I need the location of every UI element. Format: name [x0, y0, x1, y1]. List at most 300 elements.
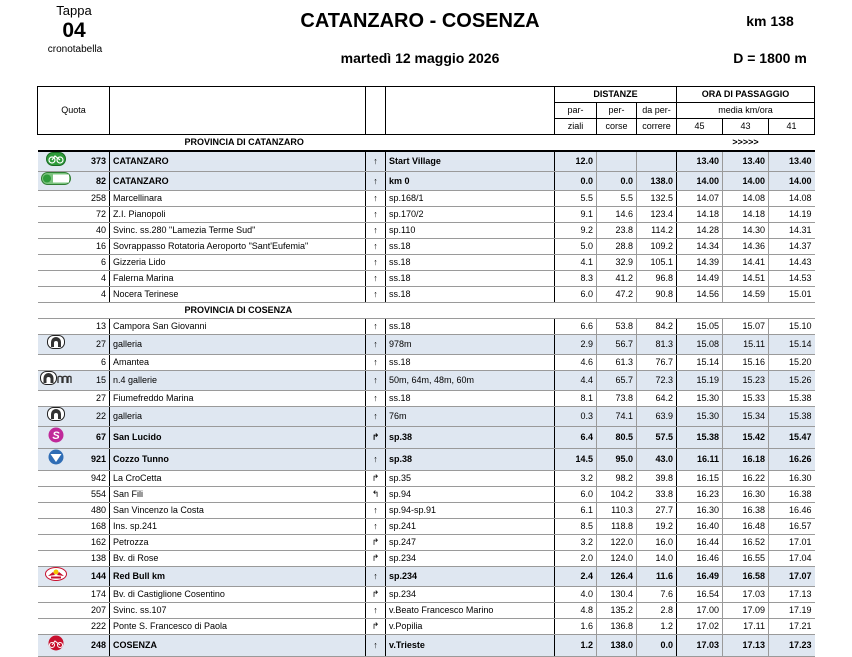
- covered-distance-cell: 61.3: [597, 355, 637, 371]
- table-row: [38, 619, 815, 635]
- partial-distance-cell: 6.4: [555, 427, 597, 449]
- col-ora: ORA DI PASSAGGIO: [677, 87, 815, 103]
- remaining-distance-cell: 90.8: [637, 287, 677, 303]
- location-cell: Falerna Marina: [110, 271, 366, 287]
- quota-cell: 258: [74, 191, 110, 207]
- partial-distance-cell: 2.9: [555, 335, 597, 355]
- quota-cell: 138: [74, 551, 110, 567]
- sprint-icon: [47, 427, 65, 448]
- col-parziali-2: ziali: [555, 119, 597, 135]
- covered-distance-cell: 28.8: [597, 239, 637, 255]
- road-cell: 50m, 64m, 48m, 60m: [386, 371, 555, 391]
- time-43-cell: 17.09: [723, 603, 769, 619]
- remaining-distance-cell: 63.9: [637, 407, 677, 427]
- road-cell: 76m: [386, 407, 555, 427]
- col-speed-43: 43: [723, 119, 769, 135]
- time-41-cell: 13.40: [769, 151, 815, 172]
- time-43-cell: 15.33: [723, 391, 769, 407]
- location-cell: Sovrappasso Rotatoria Aeroporto "Sant'Eufemia": [110, 239, 366, 255]
- direction-cell: ↑: [366, 319, 386, 335]
- location-cell: San Fili: [110, 487, 366, 503]
- table-row: [38, 487, 815, 503]
- remaining-distance-cell: 0.0: [637, 635, 677, 657]
- direction-arrows: >>>>>: [677, 135, 815, 152]
- remaining-distance-cell: 1.2: [637, 619, 677, 635]
- document-subtitle: cronotabella: [47, 44, 103, 55]
- partial-distance-cell: 6.0: [555, 287, 597, 303]
- road-cell: sp.94: [386, 487, 555, 503]
- partial-distance-cell: 8.3: [555, 271, 597, 287]
- time-45-cell: 16.11: [677, 449, 723, 471]
- location-cell: Gizzeria Lido: [110, 255, 366, 271]
- partial-distance-cell: 1.6: [555, 619, 597, 635]
- table-row: [38, 207, 815, 223]
- road-cell: v.Popilia: [386, 619, 555, 635]
- direction-cell: ↑: [366, 172, 386, 191]
- covered-distance-cell: 0.0: [597, 172, 637, 191]
- location-cell: Svinc. ss.107: [110, 603, 366, 619]
- covered-distance-cell: 135.2: [597, 603, 637, 619]
- location-cell: Bv. di Castiglione Cosentino: [110, 587, 366, 603]
- covered-distance-cell: 41.2: [597, 271, 637, 287]
- table-row: [38, 355, 815, 371]
- time-41-cell: 15.20: [769, 355, 815, 371]
- remaining-distance-cell: 2.8: [637, 603, 677, 619]
- partial-distance-cell: 6.6: [555, 319, 597, 335]
- province-label: PROVINCIA DI CATANZARO: [110, 135, 555, 152]
- icon-cell: [38, 355, 74, 371]
- time-45-cell: 17.03: [677, 635, 723, 657]
- tunnel-icon: [47, 335, 65, 354]
- road-cell: sp.38: [386, 449, 555, 471]
- location-cell: Marcellinara: [110, 191, 366, 207]
- covered-distance-cell: 126.4: [597, 567, 637, 587]
- icon-cell: [38, 191, 74, 207]
- road-cell: ss.18: [386, 355, 555, 371]
- time-43-cell: 14.41: [723, 255, 769, 271]
- road-cell: 978m: [386, 335, 555, 355]
- time-43-cell: 16.52: [723, 535, 769, 551]
- table-row: [38, 567, 815, 587]
- province-label: PROVINCIA DI COSENZA: [110, 303, 555, 319]
- location-cell: n.4 gallerie: [110, 371, 366, 391]
- table-row: [38, 587, 815, 603]
- svg-text:S: S: [51, 430, 60, 442]
- quota-cell: 4: [74, 271, 110, 287]
- time-43-cell: 17.03: [723, 587, 769, 603]
- road-cell: ss.18: [386, 287, 555, 303]
- time-43-cell: 17.11: [723, 619, 769, 635]
- icon-cell: [38, 255, 74, 271]
- icon-cell: [38, 391, 74, 407]
- time-45-cell: 15.30: [677, 391, 723, 407]
- col-percorse-1: per-: [597, 103, 637, 119]
- location-cell: Nocera Terinese: [110, 287, 366, 303]
- covered-distance-cell: 104.2: [597, 487, 637, 503]
- partial-distance-cell: 6.1: [555, 503, 597, 519]
- table-row: [38, 535, 815, 551]
- road-cell: Start Village: [386, 151, 555, 172]
- road-cell: ss.18: [386, 239, 555, 255]
- direction-cell: ↑: [366, 603, 386, 619]
- icon-cell: [38, 371, 74, 391]
- icon-cell: [38, 449, 74, 471]
- route-title: CATANZARO - COSENZA: [300, 10, 540, 32]
- covered-distance-cell: 47.2: [597, 287, 637, 303]
- time-41-cell: 17.07: [769, 567, 815, 587]
- covered-distance-cell: 136.8: [597, 619, 637, 635]
- direction-cell: ↱: [366, 471, 386, 487]
- col-dapercorrere-1: da per-: [637, 103, 677, 119]
- direction-cell: ↑: [366, 391, 386, 407]
- table-row: [38, 519, 815, 535]
- road-cell: sp.247: [386, 535, 555, 551]
- time-43-cell: 14.51: [723, 271, 769, 287]
- icon-cell: [38, 271, 74, 287]
- time-45-cell: 14.34: [677, 239, 723, 255]
- direction-cell: ↑: [366, 151, 386, 172]
- tunnels-icon: [40, 371, 72, 390]
- time-45-cell: 16.44: [677, 535, 723, 551]
- quota-cell: 40: [74, 223, 110, 239]
- table-row: [38, 335, 815, 355]
- direction-cell: ↑: [366, 287, 386, 303]
- road-cell: sp.234: [386, 587, 555, 603]
- time-43-cell: 13.40: [723, 151, 769, 172]
- remaining-distance-cell: 14.0: [637, 551, 677, 567]
- time-45-cell: 14.28: [677, 223, 723, 239]
- time-43-cell: 16.58: [723, 567, 769, 587]
- covered-distance-cell: 110.3: [597, 503, 637, 519]
- icon-cell: [38, 151, 74, 172]
- direction-cell: ↑: [366, 449, 386, 471]
- time-41-cell: 14.08: [769, 191, 815, 207]
- covered-distance-cell: 14.6: [597, 207, 637, 223]
- stage-elevation-gain: D = 1800 m: [733, 50, 807, 66]
- time-43-cell: 15.34: [723, 407, 769, 427]
- icon-cell: [38, 603, 74, 619]
- quota-cell: 174: [74, 587, 110, 603]
- partial-distance-cell: 2.0: [555, 551, 597, 567]
- quota-cell: 6: [74, 355, 110, 371]
- covered-distance-cell: 130.4: [597, 587, 637, 603]
- road-cell: km 0: [386, 172, 555, 191]
- time-41-cell: 14.31: [769, 223, 815, 239]
- partial-distance-cell: 1.2: [555, 635, 597, 657]
- time-41-cell: 15.01: [769, 287, 815, 303]
- time-41-cell: 17.13: [769, 587, 815, 603]
- direction-cell: ↑: [366, 355, 386, 371]
- time-43-cell: 14.30: [723, 223, 769, 239]
- icon-cell: [38, 551, 74, 567]
- remaining-distance-cell: 109.2: [637, 239, 677, 255]
- location-cell: La CroCetta: [110, 471, 366, 487]
- partial-distance-cell: 3.2: [555, 535, 597, 551]
- partial-distance-cell: 4.1: [555, 255, 597, 271]
- table-row: [38, 255, 815, 271]
- partial-distance-cell: 9.1: [555, 207, 597, 223]
- table-row: [38, 471, 815, 487]
- road-cell: sp.170/2: [386, 207, 555, 223]
- direction-cell: ↱: [366, 587, 386, 603]
- time-43-cell: 16.30: [723, 487, 769, 503]
- time-41-cell: 16.38: [769, 487, 815, 503]
- quota-cell: 921: [74, 449, 110, 471]
- quota-cell: 162: [74, 535, 110, 551]
- table-row: [38, 503, 815, 519]
- table-row: [38, 427, 815, 449]
- time-43-cell: 15.16: [723, 355, 769, 371]
- icon-cell: [38, 319, 74, 335]
- icon-cell: [38, 635, 74, 657]
- quota-cell: 27: [74, 335, 110, 355]
- table-row: [38, 271, 815, 287]
- time-45-cell: 14.49: [677, 271, 723, 287]
- covered-distance-cell: 74.1: [597, 407, 637, 427]
- direction-cell: ↑: [366, 519, 386, 535]
- remaining-distance-cell: 84.2: [637, 319, 677, 335]
- road-cell: sp.38: [386, 427, 555, 449]
- quota-cell: 67: [74, 427, 110, 449]
- icon-cell: [38, 223, 74, 239]
- covered-distance-cell: [597, 151, 637, 172]
- icon-cell: [38, 567, 74, 587]
- partial-distance-cell: 6.0: [555, 487, 597, 503]
- time-45-cell: 16.15: [677, 471, 723, 487]
- finish-icon: [46, 635, 66, 656]
- time-43-cell: 16.22: [723, 471, 769, 487]
- remaining-distance-cell: 57.5: [637, 427, 677, 449]
- quota-cell: 207: [74, 603, 110, 619]
- location-cell: Bv. di Rose: [110, 551, 366, 567]
- quota-cell: 4: [74, 287, 110, 303]
- time-41-cell: 16.57: [769, 519, 815, 535]
- location-cell: Ins. sp.241: [110, 519, 366, 535]
- partial-distance-cell: 0.3: [555, 407, 597, 427]
- time-41-cell: 14.53: [769, 271, 815, 287]
- road-cell: ss.18: [386, 319, 555, 335]
- covered-distance-cell: 53.8: [597, 319, 637, 335]
- direction-cell: ↑: [366, 255, 386, 271]
- icon-cell: [38, 487, 74, 503]
- partial-distance-cell: 4.8: [555, 603, 597, 619]
- location-cell: CATANZARO: [110, 172, 366, 191]
- col-parziali-1: par-: [555, 103, 597, 119]
- location-cell: Svinc. ss.280 "Lamezia Terme Sud": [110, 223, 366, 239]
- partial-distance-cell: 5.0: [555, 239, 597, 255]
- col-road: [386, 87, 555, 135]
- time-41-cell: 14.37: [769, 239, 815, 255]
- road-cell: sp.94-sp.91: [386, 503, 555, 519]
- time-43-cell: 17.13: [723, 635, 769, 657]
- covered-distance-cell: 118.8: [597, 519, 637, 535]
- quota-cell: 168: [74, 519, 110, 535]
- col-location: [110, 87, 366, 135]
- time-41-cell: 15.26: [769, 371, 815, 391]
- quota-cell: 16: [74, 239, 110, 255]
- partial-distance-cell: 14.5: [555, 449, 597, 471]
- time-45-cell: 17.02: [677, 619, 723, 635]
- location-cell: Red Bull km: [110, 567, 366, 587]
- icon-cell: [38, 535, 74, 551]
- remaining-distance-cell: 72.3: [637, 371, 677, 391]
- quota-cell: 82: [74, 172, 110, 191]
- time-45-cell: 17.00: [677, 603, 723, 619]
- time-41-cell: 14.43: [769, 255, 815, 271]
- quota-cell: 15: [74, 371, 110, 391]
- time-41-cell: 16.46: [769, 503, 815, 519]
- time-41-cell: 14.00: [769, 172, 815, 191]
- icon-cell: [38, 239, 74, 255]
- time-43-cell: 15.07: [723, 319, 769, 335]
- location-cell: Fiumefreddo Marina: [110, 391, 366, 407]
- time-45-cell: 15.05: [677, 319, 723, 335]
- quota-cell: 248: [74, 635, 110, 657]
- icon-cell: [38, 471, 74, 487]
- time-43-cell: 14.00: [723, 172, 769, 191]
- remaining-distance-cell: 7.6: [637, 587, 677, 603]
- road-cell: sp.241: [386, 519, 555, 535]
- remaining-distance-cell: 64.2: [637, 391, 677, 407]
- time-43-cell: 16.55: [723, 551, 769, 567]
- tappa-number: 04: [62, 19, 86, 42]
- time-41-cell: 17.21: [769, 619, 815, 635]
- tappa-label: Tappa: [56, 3, 92, 18]
- time-41-cell: 17.23: [769, 635, 815, 657]
- time-41-cell: 14.19: [769, 207, 815, 223]
- covered-distance-cell: 122.0: [597, 535, 637, 551]
- time-45-cell: 16.49: [677, 567, 723, 587]
- remaining-distance-cell: [637, 151, 677, 172]
- covered-distance-cell: 23.8: [597, 223, 637, 239]
- table-row: [38, 191, 815, 207]
- quota-cell: 22: [74, 407, 110, 427]
- remaining-distance-cell: 76.7: [637, 355, 677, 371]
- quota-cell: 144: [74, 567, 110, 587]
- table-row: [38, 371, 815, 391]
- time-43-cell: 15.11: [723, 335, 769, 355]
- direction-cell: ↱: [366, 619, 386, 635]
- time-41-cell: 15.47: [769, 427, 815, 449]
- direction-cell: ↑: [366, 223, 386, 239]
- location-cell: COSENZA: [110, 635, 366, 657]
- time-41-cell: 16.30: [769, 471, 815, 487]
- remaining-distance-cell: 132.5: [637, 191, 677, 207]
- road-cell: sp.110: [386, 223, 555, 239]
- covered-distance-cell: 32.9: [597, 255, 637, 271]
- time-41-cell: 17.04: [769, 551, 815, 567]
- partial-distance-cell: 0.0: [555, 172, 597, 191]
- location-cell: CATANZARO: [110, 151, 366, 172]
- col-dapercorrere-2: correre: [637, 119, 677, 135]
- road-cell: ss.18: [386, 391, 555, 407]
- direction-cell: ↑: [366, 503, 386, 519]
- table-row: [38, 449, 815, 471]
- table-row: [38, 172, 815, 191]
- remaining-distance-cell: 11.6: [637, 567, 677, 587]
- partial-distance-cell: 3.2: [555, 471, 597, 487]
- remaining-distance-cell: 33.8: [637, 487, 677, 503]
- col-speed-41: 41: [769, 119, 815, 135]
- quota-cell: 942: [74, 471, 110, 487]
- direction-cell: ↑: [366, 407, 386, 427]
- remaining-distance-cell: 27.7: [637, 503, 677, 519]
- location-cell: Cozzo Tunno: [110, 449, 366, 471]
- time-45-cell: 13.40: [677, 151, 723, 172]
- time-43-cell: 16.48: [723, 519, 769, 535]
- table-row: [38, 239, 815, 255]
- direction-cell: ↑: [366, 335, 386, 355]
- table-row: [38, 287, 815, 303]
- partial-distance-cell: 4.6: [555, 355, 597, 371]
- time-41-cell: 15.38: [769, 391, 815, 407]
- partial-distance-cell: 8.1: [555, 391, 597, 407]
- remaining-distance-cell: 16.0: [637, 535, 677, 551]
- remaining-distance-cell: 114.2: [637, 223, 677, 239]
- table-row: [38, 635, 815, 657]
- road-cell: sp.234: [386, 551, 555, 567]
- partial-distance-cell: 9.2: [555, 223, 597, 239]
- col-direction: [366, 87, 386, 135]
- time-43-cell: 14.08: [723, 191, 769, 207]
- location-cell: Amantea: [110, 355, 366, 371]
- direction-cell: ↑: [366, 239, 386, 255]
- table-row: [38, 603, 815, 619]
- covered-distance-cell: 98.2: [597, 471, 637, 487]
- time-41-cell: 16.26: [769, 449, 815, 471]
- time-43-cell: 15.42: [723, 427, 769, 449]
- table-row: [38, 151, 815, 172]
- km0-icon: [41, 172, 71, 190]
- direction-cell: ↰: [366, 487, 386, 503]
- location-cell: San Lucido: [110, 427, 366, 449]
- direction-cell: ↱: [366, 427, 386, 449]
- covered-distance-cell: 95.0: [597, 449, 637, 471]
- time-43-cell: 14.18: [723, 207, 769, 223]
- time-45-cell: 15.19: [677, 371, 723, 391]
- red-bull-km-icon: [45, 567, 67, 586]
- covered-distance-cell: 56.7: [597, 335, 637, 355]
- location-cell: Ponte S. Francesco di Paola: [110, 619, 366, 635]
- time-43-cell: 16.38: [723, 503, 769, 519]
- partial-distance-cell: 5.5: [555, 191, 597, 207]
- stage-date: martedì 12 maggio 2026: [340, 50, 500, 66]
- time-45-cell: 14.18: [677, 207, 723, 223]
- icon-cell: [38, 172, 74, 191]
- direction-cell: ↱: [366, 551, 386, 567]
- location-cell: Z.I. Pianopoli: [110, 207, 366, 223]
- remaining-distance-cell: 138.0: [637, 172, 677, 191]
- location-cell: Campora San Giovanni: [110, 319, 366, 335]
- col-media: media km/ora: [677, 103, 815, 119]
- icon-cell: [38, 427, 74, 449]
- table-row: [38, 551, 815, 567]
- time-43-cell: 14.36: [723, 239, 769, 255]
- icon-cell: [38, 587, 74, 603]
- covered-distance-cell: 65.7: [597, 371, 637, 391]
- col-percorse-2: corse: [597, 119, 637, 135]
- partial-distance-cell: 4.0: [555, 587, 597, 603]
- quota-cell: 373: [74, 151, 110, 172]
- road-cell: ss.18: [386, 271, 555, 287]
- time-45-cell: 16.30: [677, 503, 723, 519]
- road-cell: sp.35: [386, 471, 555, 487]
- time-41-cell: 15.14: [769, 335, 815, 355]
- time-45-cell: 15.14: [677, 355, 723, 371]
- remaining-distance-cell: 43.0: [637, 449, 677, 471]
- location-cell: San Vincenzo la Costa: [110, 503, 366, 519]
- covered-distance-cell: 5.5: [597, 191, 637, 207]
